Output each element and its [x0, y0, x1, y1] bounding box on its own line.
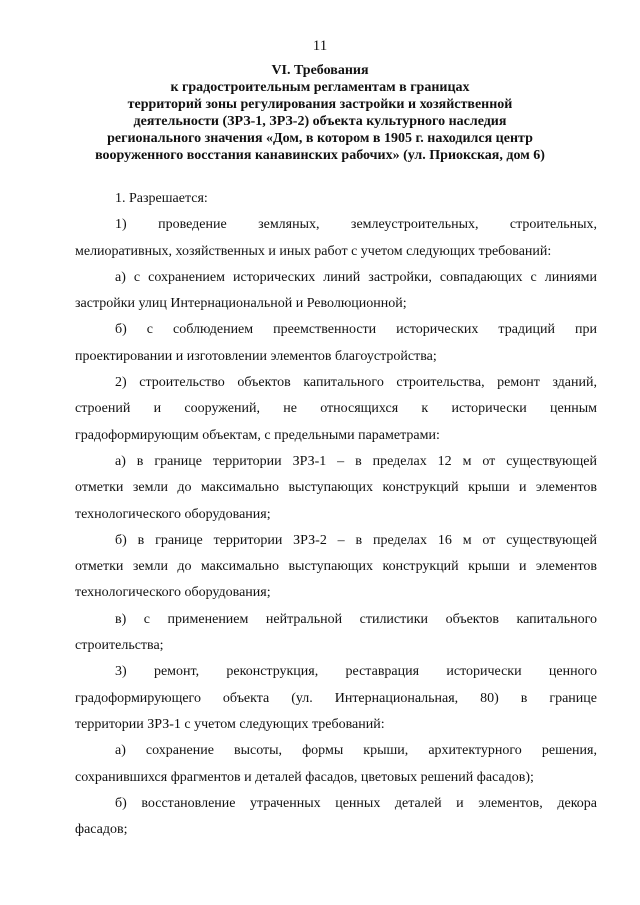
- paragraph: [75, 607, 597, 660]
- paragraph: [75, 317, 597, 370]
- heading-line: VI. Требования: [271, 63, 369, 78]
- paragraph-line: б) восстановление утраченных ценных деталей и элементов, декора: [115, 795, 597, 811]
- paragraph-line: сохранившихся фрагментов и деталей фасадов, цветовых решений фасадов);: [75, 769, 534, 785]
- paragraph-line: 2) строительство объектов капитального строительства, ремонт зданий,: [115, 375, 597, 391]
- paragraph-line: отметки земли до максимально выступающих конструкций крыши и элементов: [75, 559, 597, 575]
- paragraph-line: б) с соблюдением преемственности исторических традиций при: [115, 322, 597, 338]
- paragraph: [75, 659, 597, 738]
- paragraph: [75, 186, 597, 212]
- heading-line: регионального значения «Дом, в котором в 1905 г. находился центр: [107, 131, 533, 146]
- heading-line: к градостроительным регламентам в границах: [170, 80, 470, 95]
- paragraph-line: фасадов;: [75, 822, 128, 838]
- document-body: [75, 186, 597, 843]
- paragraph: [75, 370, 597, 449]
- paragraph-line: строительства;: [75, 638, 164, 654]
- heading-line: территорий зоны регулирования застройки и хозяйственной: [127, 97, 513, 112]
- paragraph: [75, 265, 597, 318]
- paragraph-line: строений и сооружений, не относящихся к исторически ценным: [75, 401, 597, 417]
- paragraph: [75, 449, 597, 528]
- paragraph-line: территории ЗРЗ-1 с учетом следующих требований:: [75, 716, 385, 732]
- heading-line: вооруженного восстания канавинских рабочих» (ул. Приокская, дом 6): [95, 148, 545, 163]
- paragraph-line: проектировании и изготовлении элементов благоустройства;: [75, 348, 437, 364]
- paragraph-line: б) в границе территории ЗРЗ-2 – в пределах 16 м от существующей: [115, 532, 597, 548]
- paragraph-line: а) сохранение высоты, формы крыши, архитектурного решения,: [115, 743, 597, 759]
- paragraph-line: градоформирующего объекта (ул. Интернациональная, 80) в границе: [75, 690, 597, 706]
- paragraph-line: застройки улиц Интернациональной и Революционной;: [75, 296, 407, 312]
- paragraph: [75, 212, 597, 265]
- page-number: 11: [312, 38, 328, 54]
- paragraph-line: 1. Разрешается:: [115, 191, 208, 206]
- paragraph-line: градоформирующим объектам, с предельными параметрами:: [75, 427, 440, 443]
- paragraph-line: а) с сохранением исторических линий застройки, совпадающих с линиями: [115, 269, 597, 285]
- paragraph-line: мелиоративных, хозяйственных и иных работ с учетом следующих требований:: [75, 243, 552, 259]
- paragraph-line: в) с применением нейтральной стилистики объектов капитального: [115, 611, 597, 627]
- heading-line: деятельности (ЗРЗ-1, ЗРЗ-2) объекта культурного наследия: [133, 114, 507, 129]
- paragraph: [75, 528, 597, 607]
- paragraph: [75, 738, 597, 791]
- paragraph-line: отметки земли до максимально выступающих конструкций крыши и элементов: [75, 480, 597, 496]
- paragraph: [75, 791, 597, 844]
- paragraph-line: а) в границе территории ЗРЗ-1 – в пределах 12 м от существующей: [115, 453, 597, 469]
- paragraph-line: 1) проведение земляных, землеустроительных, строительных,: [115, 217, 597, 233]
- section-heading: [60, 62, 580, 164]
- paragraph-line: технологического оборудования;: [75, 585, 271, 601]
- paragraph-line: 3) ремонт, реконструкция, реставрация исторически ценного: [115, 664, 597, 680]
- paragraph-line: технологического оборудования;: [75, 506, 271, 522]
